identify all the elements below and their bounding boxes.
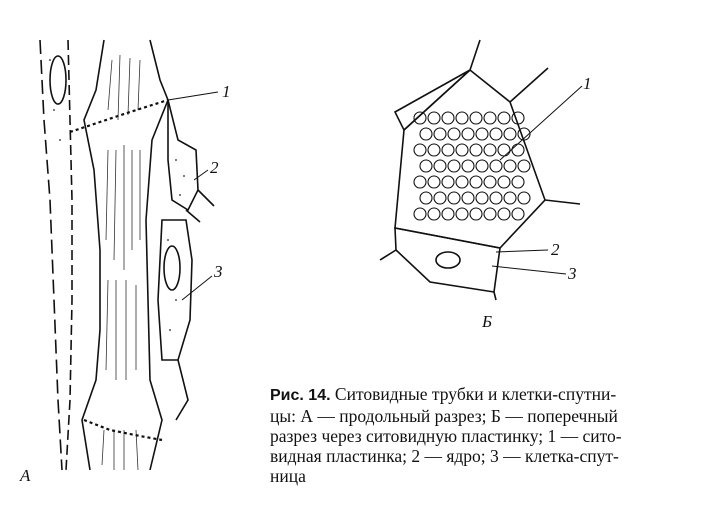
sieve-pore — [414, 208, 426, 220]
sieve-pore — [420, 160, 432, 172]
sieve-pore — [442, 176, 454, 188]
sieve-pore — [470, 176, 482, 188]
callout-a2: 2 — [210, 158, 219, 177]
caption-line-5: ница — [270, 466, 306, 486]
caption-line-4: видная пластинка; 2 — ядро; 3 — клетка-спут- — [270, 446, 619, 466]
caption-fig-label: Рис. 14. — [270, 387, 331, 404]
callout-line-b2 — [496, 250, 548, 252]
sieve-pore — [476, 160, 488, 172]
caption-line-1: Ситовидные трубки и клетки-спутни- — [334, 384, 617, 404]
callout-line-b3 — [492, 266, 566, 274]
caption-line-3: разрез через ситовидную пластинку; 1 — сито- — [270, 426, 622, 446]
sieve-pore — [512, 208, 524, 220]
sieve-pore — [448, 128, 460, 140]
sieve-pore — [462, 128, 474, 140]
sieve-pore — [504, 160, 516, 172]
sieve-pore — [504, 128, 516, 140]
sieve-pore — [470, 144, 482, 156]
callout-a1: 1 — [222, 82, 231, 101]
sieve-pore — [442, 208, 454, 220]
sieve-pore — [512, 176, 524, 188]
sieve-pore — [456, 208, 468, 220]
sieve-pore — [490, 128, 502, 140]
sieve-pore — [518, 160, 530, 172]
sieve-pore — [448, 192, 460, 204]
sieve-pore — [470, 208, 482, 220]
caption-line-2: цы: А — продольный разрез; Б — поперечный — [270, 406, 618, 426]
sieve-pore — [456, 144, 468, 156]
callout-b1: 1 — [583, 74, 592, 93]
companion-cell-b — [395, 228, 500, 292]
sieve-pore — [434, 160, 446, 172]
sieve-pore — [456, 176, 468, 188]
sieve-pore — [448, 160, 460, 172]
sieve-pore — [434, 192, 446, 204]
sieve-pore — [434, 128, 446, 140]
sieve-pore — [484, 112, 496, 124]
sieve-pore — [420, 192, 432, 204]
callout-b3: 3 — [568, 264, 577, 283]
sieve-plate-cell — [395, 70, 545, 248]
sieve-pore — [476, 192, 488, 204]
sieve-pore — [414, 176, 426, 188]
sieve-pore — [428, 208, 440, 220]
sieve-pore — [462, 192, 474, 204]
neighbor-cell-top — [395, 70, 470, 130]
sieve-pore — [414, 144, 426, 156]
panel-b-label: Б — [482, 312, 493, 331]
callout-a3: 3 — [214, 262, 223, 281]
sieve-pore — [420, 128, 432, 140]
sieve-pore — [442, 144, 454, 156]
sieve-pore — [428, 144, 440, 156]
sieve-pore — [462, 160, 474, 172]
sieve-pores — [414, 112, 530, 220]
nucleus-b — [436, 252, 460, 268]
figure-caption — [270, 384, 700, 486]
sieve-pore — [428, 112, 440, 124]
sieve-pore — [498, 144, 510, 156]
sieve-pore — [476, 128, 488, 140]
sieve-pore — [490, 160, 502, 172]
sieve-pore — [498, 112, 510, 124]
sieve-pore — [414, 112, 426, 124]
sieve-pore — [484, 176, 496, 188]
sieve-pore — [484, 144, 496, 156]
sieve-pore — [498, 176, 510, 188]
sieve-pore — [512, 144, 524, 156]
sieve-pore — [504, 192, 516, 204]
sieve-pore — [470, 112, 482, 124]
sieve-pore — [498, 208, 510, 220]
sieve-pore — [490, 192, 502, 204]
sieve-pore — [428, 176, 440, 188]
sieve-pore — [456, 112, 468, 124]
panel-a-label: А — [20, 466, 31, 485]
callout-b2: 2 — [551, 240, 560, 259]
sieve-pore — [442, 112, 454, 124]
sieve-pore — [518, 192, 530, 204]
sieve-pore — [484, 208, 496, 220]
